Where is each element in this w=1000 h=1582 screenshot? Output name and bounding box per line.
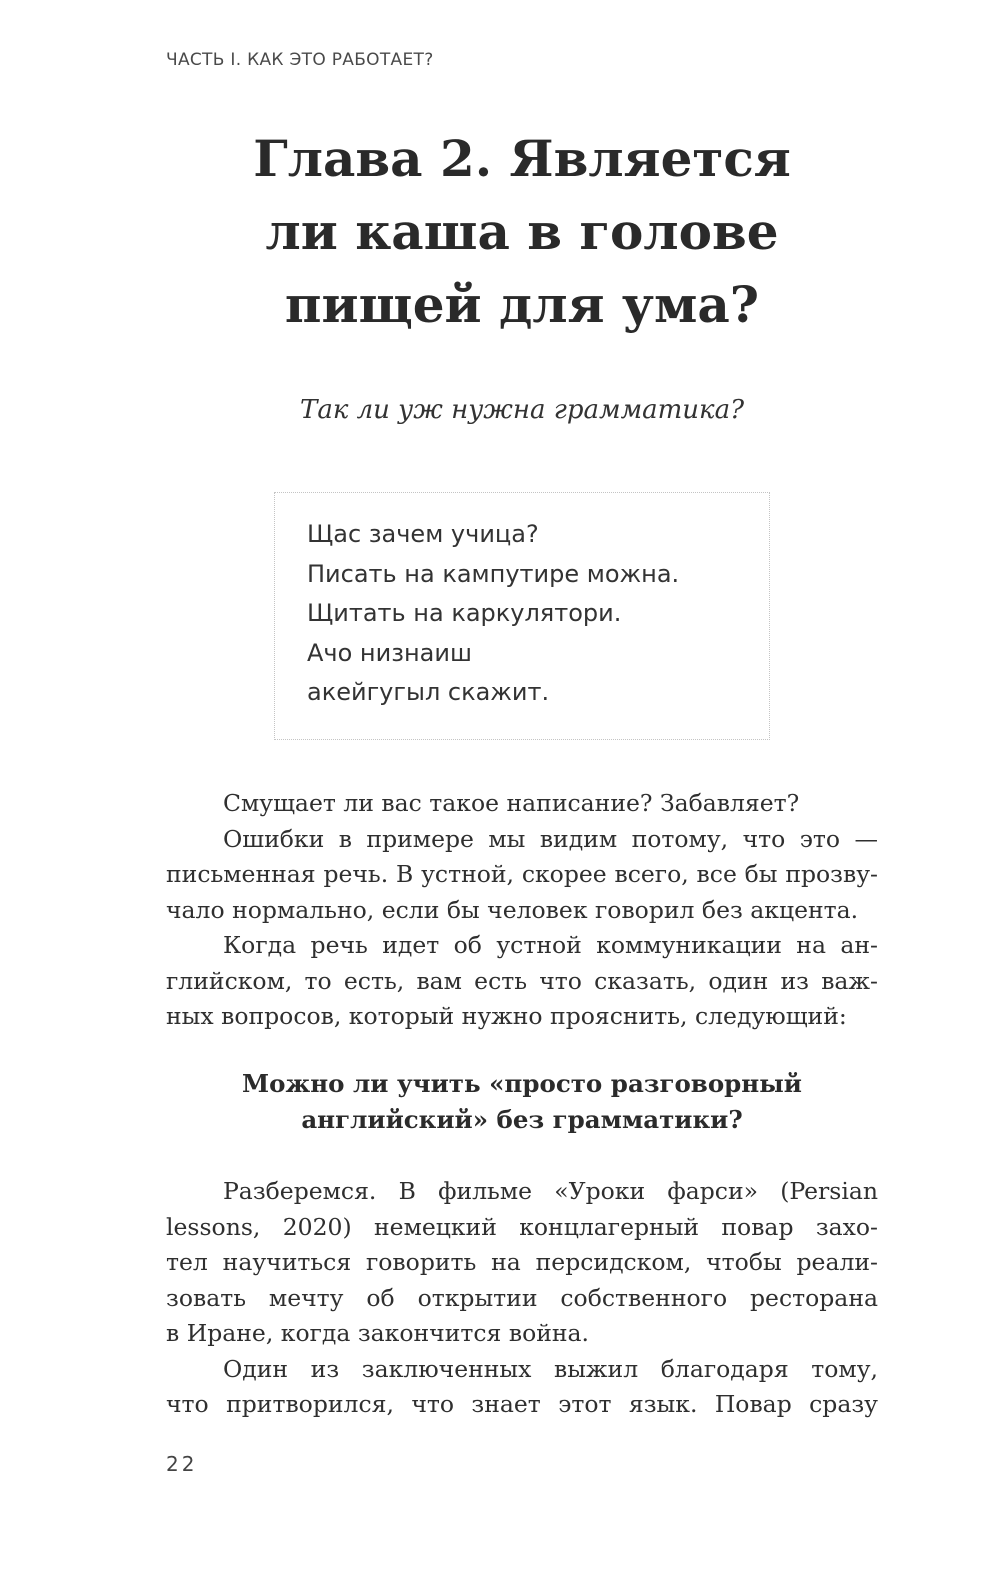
text-line: Когда речь идет об устной коммуникации на ан- — [223, 931, 878, 959]
text-line: lessons, 2020) немецкий концлагерный повар захо- — [166, 1212, 878, 1241]
text-line: Разберемся. В фильме «Уроки фарси» (Persian — [223, 1177, 878, 1205]
poem-line: Писать на кампутире можна. — [307, 559, 680, 588]
text-line: в Иране, когда закончится война. — [166, 1319, 590, 1347]
paragraph — [166, 786, 878, 822]
section-heading-line: английский» без грамматики? — [301, 1105, 743, 1134]
text-line: Смущает ли вас такое написание? Забавляет? — [223, 789, 800, 817]
paragraph — [166, 1352, 878, 1423]
running-head: ЧАСТЬ I. КАК ЭТО РАБОТАЕТ? — [166, 50, 434, 70]
poem-line: Щас зачем учица? — [307, 520, 539, 548]
paragraph — [166, 822, 878, 929]
chapter-title-line: Глава 2. Является — [253, 129, 791, 188]
text-line: чало нормально, если бы человек говорил без акцента. — [166, 895, 859, 924]
chapter-title-line: пищей для ума? — [284, 275, 760, 334]
poem-box — [274, 492, 770, 740]
text-line: тел научиться говорить на персидском, чтобы реали- — [166, 1248, 878, 1276]
paragraph — [166, 928, 878, 1035]
text-line: глийском, то есть, вам есть что сказать, один из важ- — [166, 966, 878, 995]
epigraph: Так ли уж нужна грамматика? — [299, 395, 745, 425]
paragraph — [166, 1174, 878, 1352]
poem-line: акейгугыл скажит. — [307, 678, 550, 706]
chapter-title-line: ли каша в голове — [265, 202, 779, 261]
text-line: Ошибки в примере мы видим потому, что это — — [223, 824, 878, 853]
text-line: Один из заключенных выжил благодаря тому, — [223, 1354, 878, 1383]
poem-line: Щитать на каркулятори. — [307, 599, 622, 627]
text-line: зовать мечту об открытии собственного ресторана — [166, 1283, 878, 1312]
chapter-title — [166, 122, 878, 341]
section-heading-line: Можно ли учить «просто разговорный — [242, 1069, 802, 1098]
page-number: 22 — [166, 1452, 198, 1476]
text-line: что притворился, что знает этот язык. Повар сразу — [166, 1390, 878, 1418]
body-text-block-1 — [166, 786, 878, 1035]
text-line: письменная речь. В устной, скорее всего, все бы прозву- — [166, 860, 878, 888]
poem-line: Ачо низнаиш — [307, 638, 472, 667]
section-heading — [166, 1066, 878, 1138]
body-text-block-2 — [166, 1174, 878, 1423]
text-line: ных вопросов, который нужно прояснить, следующий: — [166, 1002, 847, 1030]
